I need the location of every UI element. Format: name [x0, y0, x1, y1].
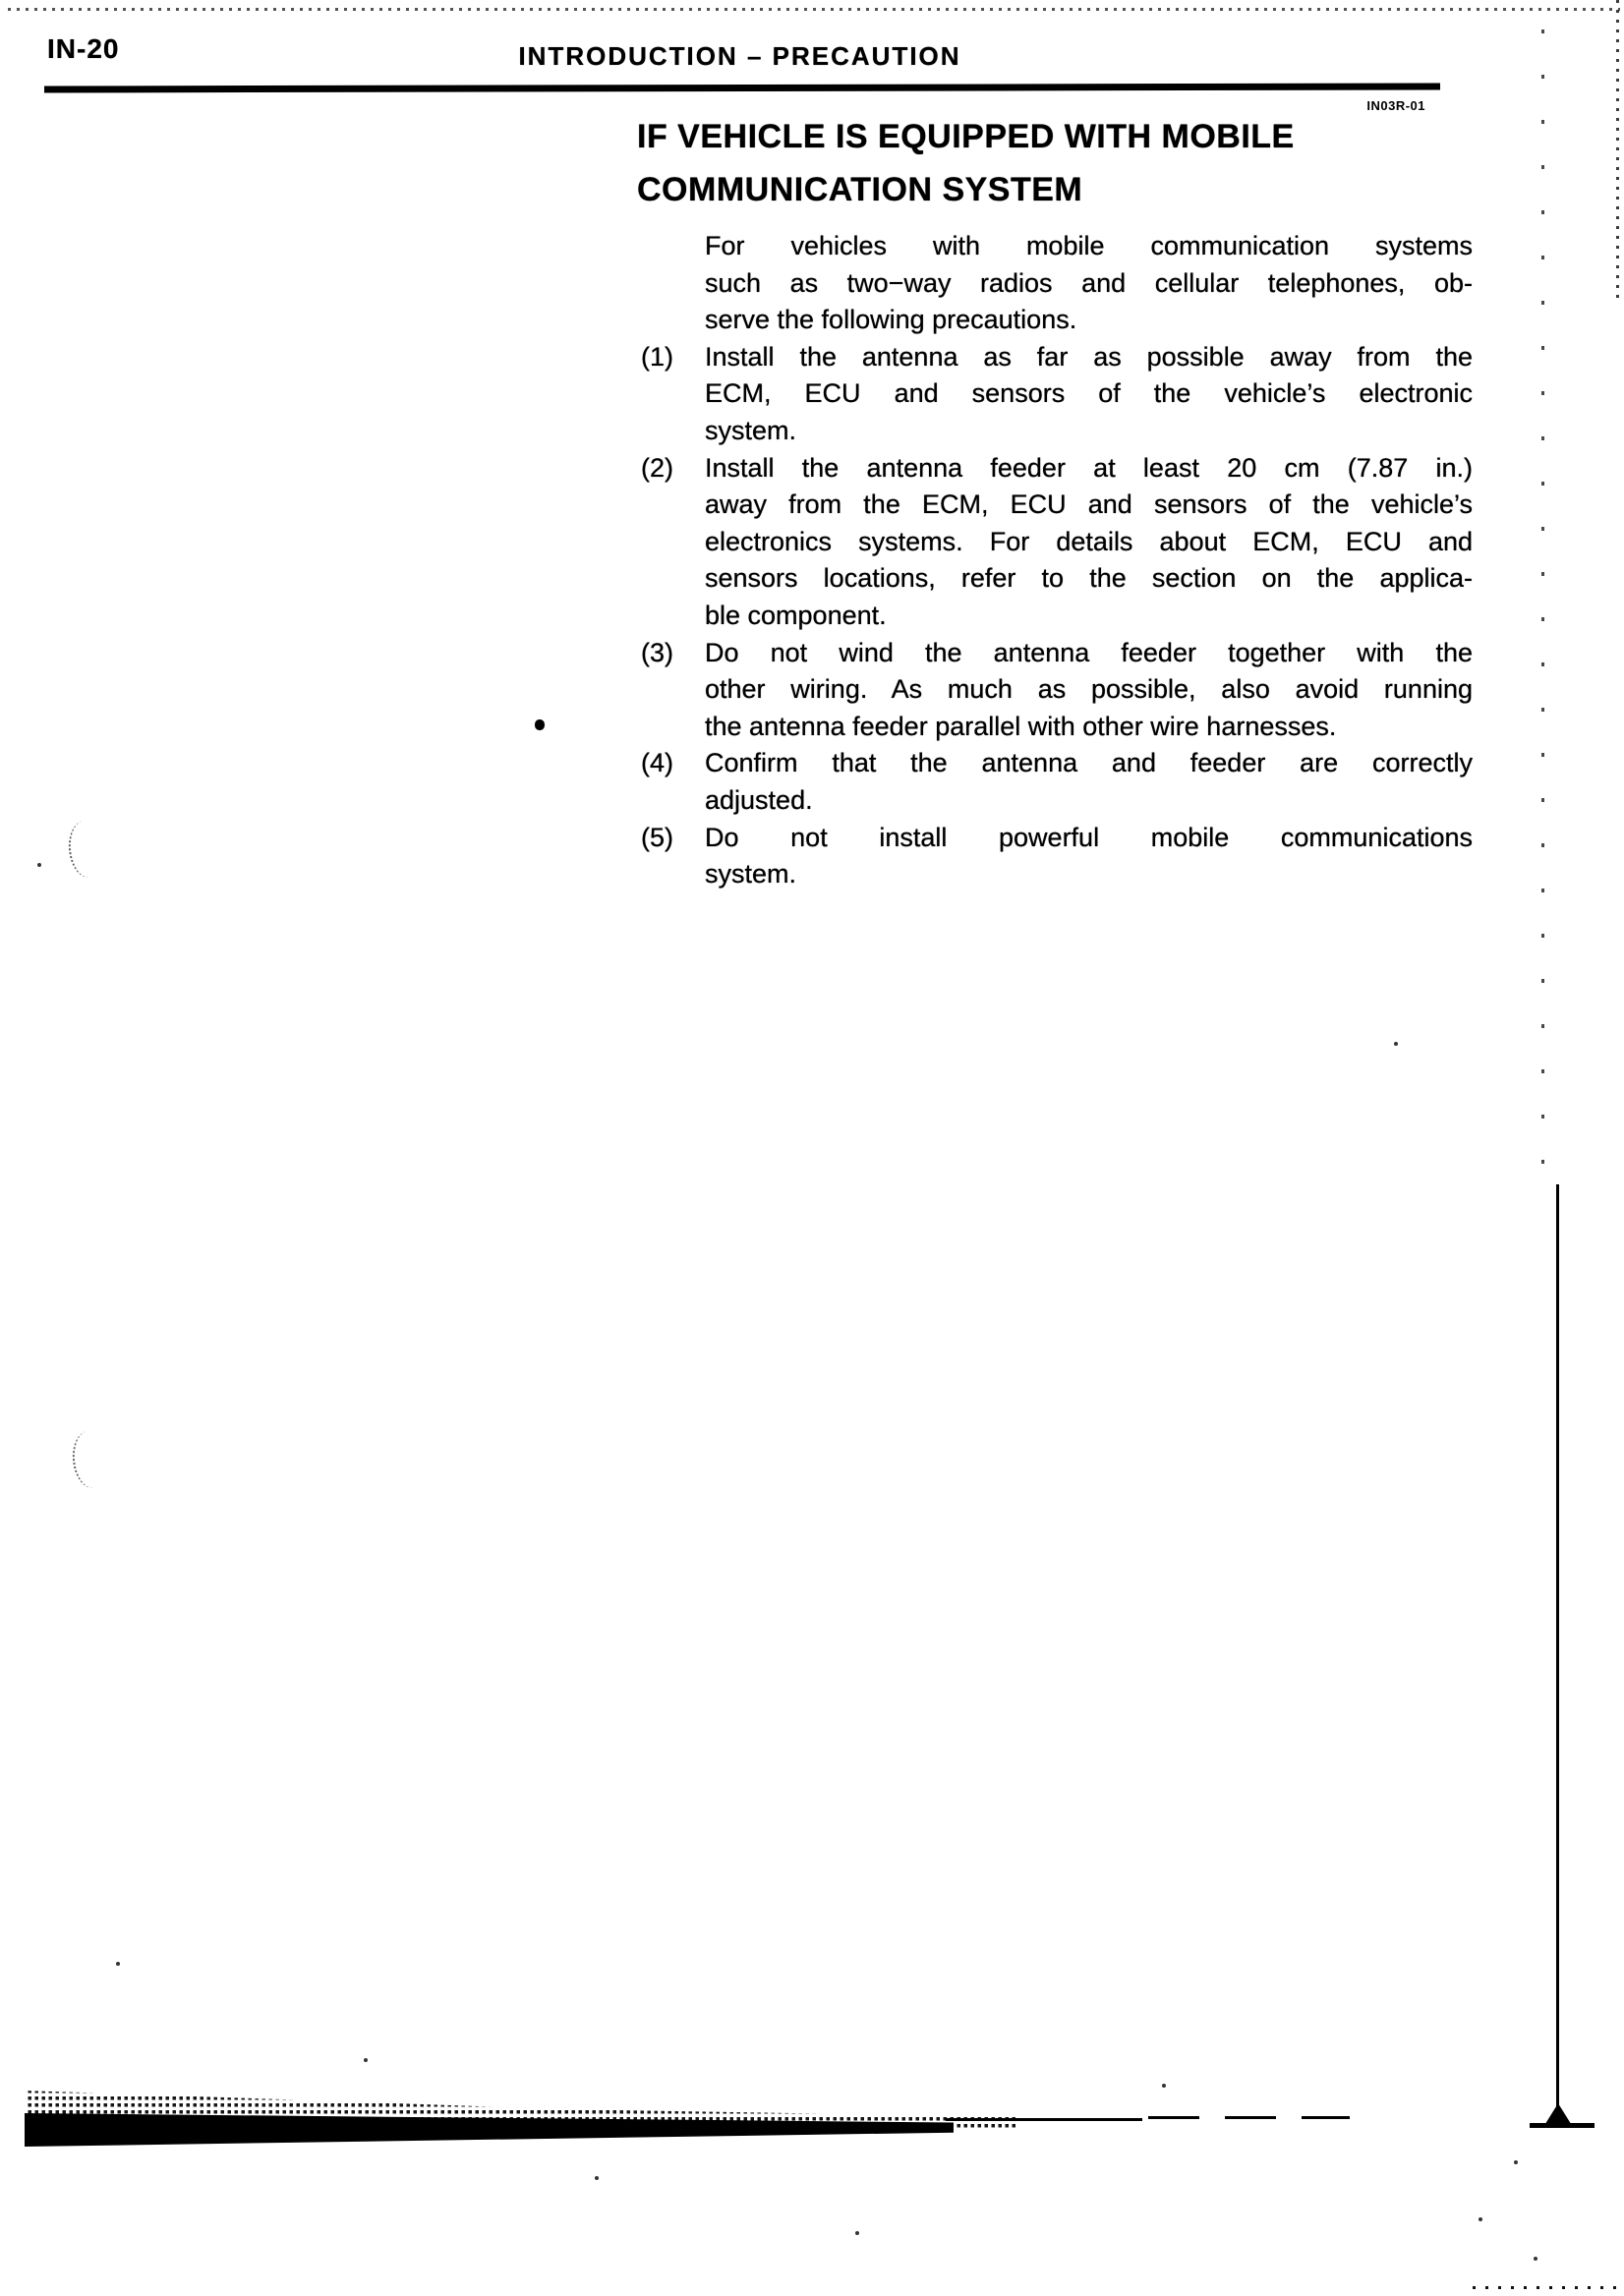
item-text: [705, 339, 1473, 450]
scan-ink-speck: [1514, 2160, 1518, 2164]
text-line: IF VEHICLE IS EQUIPPED WITH MOBILE: [637, 118, 1295, 155]
scan-vertical-line: [1556, 1184, 1559, 2123]
scan-ink-speck: [535, 719, 545, 730]
text-line: Do not wind the antenna feeder together with the: [705, 637, 1473, 667]
text-line: away from the ECM, ECU and sensors of the vehicle’s: [705, 489, 1473, 520]
section-body: [641, 228, 1473, 893]
item-number: (4): [641, 748, 673, 778]
item-number: (2): [641, 452, 673, 483]
item-text: [705, 745, 1473, 819]
intro-paragraph: [705, 228, 1473, 339]
scan-dots-bottom: [1473, 2286, 1622, 2289]
item-number: (1): [641, 341, 673, 372]
section-title: [637, 110, 1443, 216]
header-rule: [44, 84, 1440, 93]
item-text: [705, 450, 1473, 635]
text-line: electronics systems. For details about ECM, ECU and: [705, 526, 1473, 556]
text-line: For vehicles with mobile communication systems: [705, 231, 1473, 260]
scan-edge-line: [946, 2118, 1142, 2121]
text-line: adjusted.: [705, 784, 813, 815]
item-number: (3): [641, 637, 673, 667]
scan-ink-speck: [1534, 2257, 1537, 2261]
text-line: Confirm that the antenna and feeder are correctly: [705, 748, 1473, 778]
text-line: serve the following precautions.: [705, 305, 1077, 335]
text-line: system.: [705, 859, 797, 890]
precaution-item: [641, 635, 1473, 746]
section-reference-code: IN03R-01: [1366, 98, 1425, 113]
item-number: (5): [641, 822, 673, 852]
text-line: Install the antenna as far as possible away from the: [705, 341, 1473, 372]
scan-dotted-line-right-edge: [1616, 0, 1619, 305]
page-number: IN-20: [47, 33, 120, 64]
scan-paren-mark: [66, 819, 107, 879]
scan-ink-speck: [116, 1962, 120, 1966]
text-line: the antenna feeder parallel with other wire harnesses.: [705, 711, 1337, 741]
text-line: other wiring. As much as possible, also avoid running: [705, 674, 1473, 705]
scan-ink-speck: [1162, 2084, 1166, 2088]
text-line: Do not install powerful mobile communications: [705, 822, 1473, 852]
scan-ink-speck: [364, 2058, 368, 2062]
scan-ink-speck: [595, 2176, 599, 2180]
precaution-item: [641, 339, 1473, 450]
scan-ink-speck: [1394, 1042, 1398, 1046]
scan-ink-speck: [37, 863, 41, 867]
text-line: ECM, ECU and sensors of the vehicle’s electronic: [705, 378, 1473, 409]
running-header: INTRODUCTION – PRECAUTION: [518, 41, 961, 71]
text-line: such as two−way radios and cellular telephones, ob-: [705, 267, 1473, 298]
scan-line-base-bar: [1530, 2123, 1595, 2128]
scan-paren-mark: [70, 1429, 111, 1489]
item-text: [705, 820, 1473, 893]
text-line: sensors locations, refer to the section on the applica-: [705, 563, 1473, 594]
scan-dotted-line-right: [1541, 29, 1544, 1184]
text-line: COMMUNICATION SYSTEM: [637, 171, 1083, 208]
precaution-item: [641, 745, 1473, 819]
scan-ink-speck: [855, 2231, 859, 2235]
text-line: ble component.: [705, 600, 887, 630]
scan-dotted-line-top: [8, 8, 1620, 11]
item-text: [705, 635, 1473, 746]
precaution-item: [641, 450, 1473, 635]
scan-ink-speck: [1479, 2217, 1482, 2221]
text-line: system.: [705, 415, 797, 445]
scan-edge-dashes: [1148, 2116, 1350, 2119]
precaution-item: [641, 820, 1473, 893]
text-line: Install the antenna feeder at least 20 cm (7.87 in.): [705, 452, 1473, 483]
